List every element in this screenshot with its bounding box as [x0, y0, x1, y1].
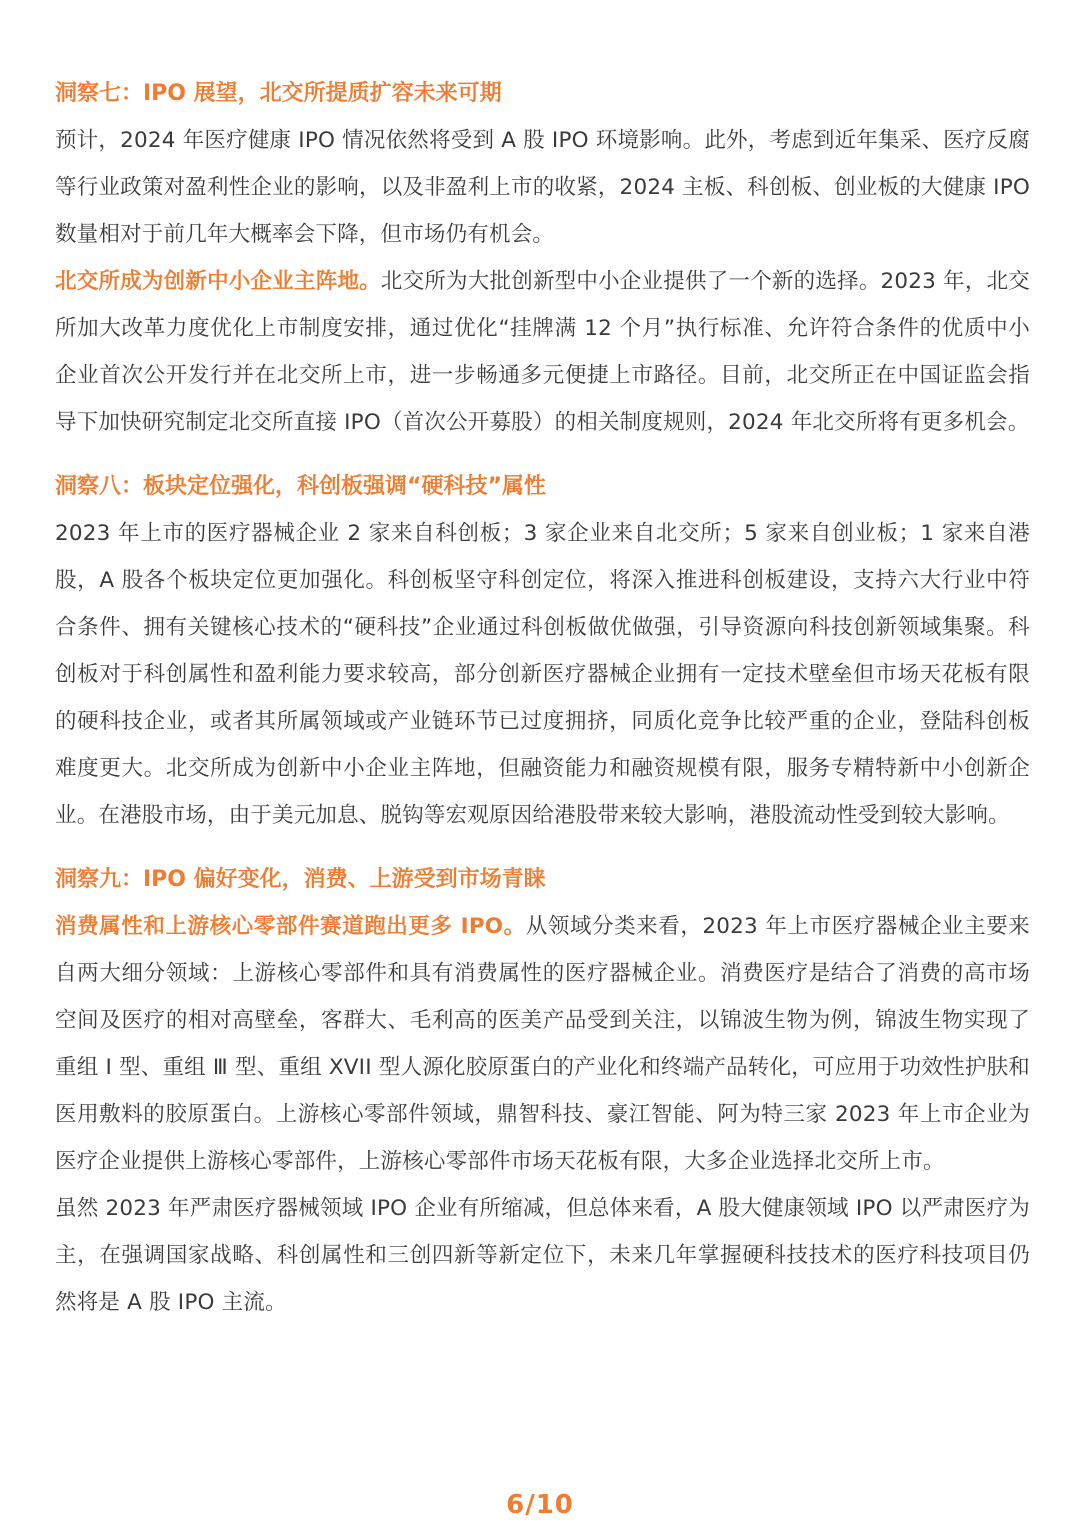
section9-paragraph-1-text: 从领域分类来看，2023 年上市医疗器械企业主要来自两大细分领域：上游核心零部件和具有消费属性的医疗器械企业。消费医疗是结合了消费的高市场空间及医疗的相对高壁垒，客群大、毛利高的医美产品受到关注，以锦波生物为例，锦波生物实现了重组 Ⅰ 型、重组 Ⅲ 型、重组 XVII 型人源化胶原蛋白的产业化和终端产品转化，可应用于功效性护肤和医用敷料的胶原蛋白。上游核心零部件领域，鼎智科技、豪江智能、阿为特三家 2023 年上市企业为医疗企业提供上游核心零部件，上游核心零部件市场天花板有限，大多企业选择北交所上市。: [55, 914, 1030, 1174]
section9-heading: 洞察九：IPO 偏好变化，消费、上游受到市场青睐: [55, 867, 546, 892]
section9-paragraph-1-highlight: 消费属性和上游核心零部件赛道跑出更多 IPO。: [55, 914, 526, 939]
section7-paragraph-2-text: 北交所为大批创新型中小企业提供了一个新的选择。2023 年，北交所加大改革力度优化上市制度安排，通过优化“挂牌满 12 个月”执行标准、允许符合条件的优质中小企业首次公开发行并在北交所上市，进一步畅通多元便捷上市路径。目前，北交所正在中国证监会指导下加快研究制定北交所直接 IPO（首次公开募股）的相关制度规则，2024 年北交所将有更多机会。: [55, 269, 1030, 435]
section8-heading: 洞察八：板块定位强化，科创板强调“硬科技”属性: [55, 474, 546, 499]
section7-heading: 洞察七：IPO 展望，北交所提质扩容未来可期: [55, 81, 502, 106]
section9-paragraph-1: [55, 903, 1030, 1185]
section7-paragraph-2-highlight: 北交所成为创新中小企业主阵地。: [55, 269, 381, 294]
document-body: [55, 70, 1030, 1326]
page-indicator: 6/10: [506, 1490, 574, 1520]
section9-paragraph-2: 虽然 2023 年严肃医疗器械领域 IPO 企业有所缩减，但总体来看，A 股大健康领域 IPO 以严肃医疗为主，在强调国家战略、科创属性和三创四新等新定位下，未来几年掌握硬科技技术的医疗科技项目仍然将是 A 股 IPO 主流。: [55, 1196, 1030, 1315]
section8-paragraph-1: 2023 年上市的医疗器械企业 2 家来自科创板；3 家企业来自北交所；5 家来自创业板；1 家来自港股，A 股各个板块定位更加强化。科创板坚守科创定位，将深入推进科创板建设，支持六大行业中符合条件、拥有关键核心技术的“硬科技”企业通过科创板做优做强，引导资源向科技创新领域集聚。科创板对于科创属性和盈利能力要求较高，部分创新医疗器械企业拥有一定技术壁垒但市场天花板有限的硬科技企业，或者其所属领域或产业链环节已过度拥挤，同质化竞争比较严重的企业，登陆科创板难度更大。北交所成为创新中小企业主阵地，但融资能力和融资规模有限，服务专精特新中小创新企业。在港股市场，由于美元加息、脱钩等宏观原因给港股带来较大影响，港股流动性受到较大影响。: [55, 521, 1030, 828]
section7-paragraph-2: [55, 258, 1030, 446]
section7-paragraph-1: 预计，2024 年医疗健康 IPO 情况依然将受到 A 股 IPO 环境影响。此外，考虑到近年集采、医疗反腐等行业政策对盈利性企业的影响，以及非盈利上市的收紧，2024 主板、科创板、创业板的大健康 IPO 数量相对于前几年大概率会下降，但市场仍有机会。: [55, 128, 1030, 247]
